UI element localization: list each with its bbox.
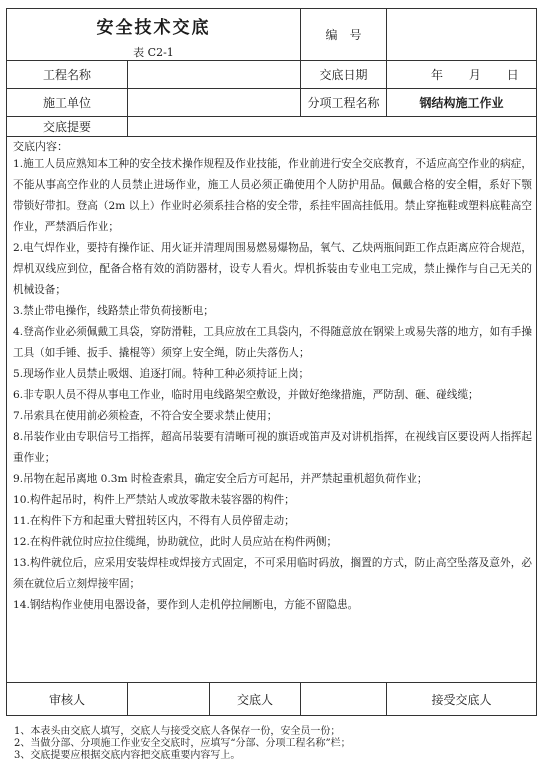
subproject-name-label: 分项工程名称	[301, 89, 387, 117]
clause-7: 7.吊索具在使用前必须检查，不符合安全要求禁止使用；	[13, 410, 278, 422]
footnotes	[14, 726, 534, 762]
construction-unit-label: 施工单位	[7, 89, 128, 117]
clause-2: 2.电气焊作业，要持有操作证、用火证并清理周围易燃易爆物品，氧气、乙炔两瓶间距工作点距离应符合规范，焊机双线应到位，配备合格有效的消防器材，设专人看火。焊机拆装由专业电工完成，禁止操作与自己无关的机械设备；	[13, 242, 532, 296]
summary-label: 交底提要	[7, 117, 128, 137]
clause-8: 8.吊装作业由专职信号工指挥，超高吊装要有清晰可视的旗语或笛声及对讲机指挥，在视线盲区要设两人指挥起重作业；	[13, 431, 532, 464]
date-day-label: 日	[506, 68, 519, 82]
receiver-label: 接受交底人	[387, 683, 537, 716]
discloser-field[interactable]	[301, 683, 387, 716]
summary-field[interactable]	[128, 117, 537, 137]
construction-unit-field[interactable]	[128, 89, 301, 117]
clause-1: 1.施工人员应熟知本工种的安全技术操作规程及作业技能，作业前进行安全交底教育，不适应高空作业的病症，不能从事高空作业的人员禁止进场作业，施工人员必须正确使用个人防护用品。佩戴合格的安全帽，系好下颚带锁好带扣。登高（2m 以上）作业时必须系挂合格的安全带，系挂牢固高挂低用。禁止穿拖鞋或塑料底鞋高空作业，严禁酒后作业；	[13, 158, 532, 233]
disclosure-content	[7, 137, 537, 683]
clause-11: 11.在构件下方和起重大臂扭转区内，不得有人员停留走动；	[13, 515, 295, 527]
form-code: 表 C2-1	[133, 46, 174, 59]
form-title: 安全技术交底	[96, 18, 211, 38]
clause-12: 12.在构件就位时应拉住缆绳，协助就位，此时人员应站在构件两侧；	[13, 536, 338, 548]
clause-6: 6.非专职人员不得从事电工作业，临时用电线路架空敷设，并做好绝缘措施，严防刮、砸、碰线缆；	[13, 389, 479, 401]
clause-14: 14.钢结构作业使用电器设备，要作到人走机停拉闸断电，方能不留隐患。	[13, 599, 359, 611]
clause-4: 4.登高作业必须佩戴工具袋，穿防滑鞋，工具应放在工具袋内，不得随意放在钢梁上或易失落的地方，如有手操工具（如手锤、扳手、撬棍等）须穿上安全绳，防止失落伤人；	[13, 326, 532, 359]
subproject-name-field[interactable]: 钢结构施工作业	[387, 89, 537, 117]
content-heading: 交底内容：	[13, 140, 68, 153]
clause-13: 13.构件就位后，应采用安装焊桂或焊接方式固定，不可采用临时码放，搁置的方式，防止高空坠落及意外，必须在就位后立刻焊接牢固；	[13, 557, 532, 590]
clause-10: 10.构件起吊时，构件上严禁站人或放零散未装容器的构件；	[13, 494, 295, 506]
discloser-label: 交底人	[210, 683, 301, 716]
date-month-label: 月	[468, 68, 481, 82]
form-table	[6, 8, 537, 716]
date-year-label: 年	[431, 68, 444, 82]
disclosure-date-label: 交底日期	[301, 61, 387, 89]
reviewer-label: 审核人	[7, 683, 128, 716]
title-block	[7, 9, 301, 61]
number-label: 编 号	[301, 9, 387, 61]
footnote-1: 1、本表头由交底人填写，交底人与接受交底人各保存一份，安全员一份；	[14, 726, 341, 737]
disclosure-form	[6, 8, 536, 716]
disclosure-date-field[interactable]	[387, 61, 537, 89]
clause-3: 3.禁止带电操作，线路禁止带负荷接断电；	[13, 305, 214, 317]
project-name-label: 工程名称	[7, 61, 128, 89]
clause-9: 9.吊物在起吊离地 0.3m 时检查索具，确定安全后方可起吊，并严禁起重机超负荷作业；	[13, 473, 428, 485]
project-name-field[interactable]	[128, 61, 301, 89]
footnote-2: 2、当做分部、分项施工作业安全交底时，应填写“分部、分项工程名称”栏；	[14, 738, 351, 749]
number-field[interactable]	[387, 9, 537, 61]
reviewer-field[interactable]	[128, 683, 210, 716]
footnote-3: 3、交底提要应根据交底内容把交底重要内容写上。	[14, 750, 241, 761]
clause-5: 5.现场作业人员禁止吸烟、追逐打闹。特种工种必须持证上岗；	[13, 368, 310, 380]
